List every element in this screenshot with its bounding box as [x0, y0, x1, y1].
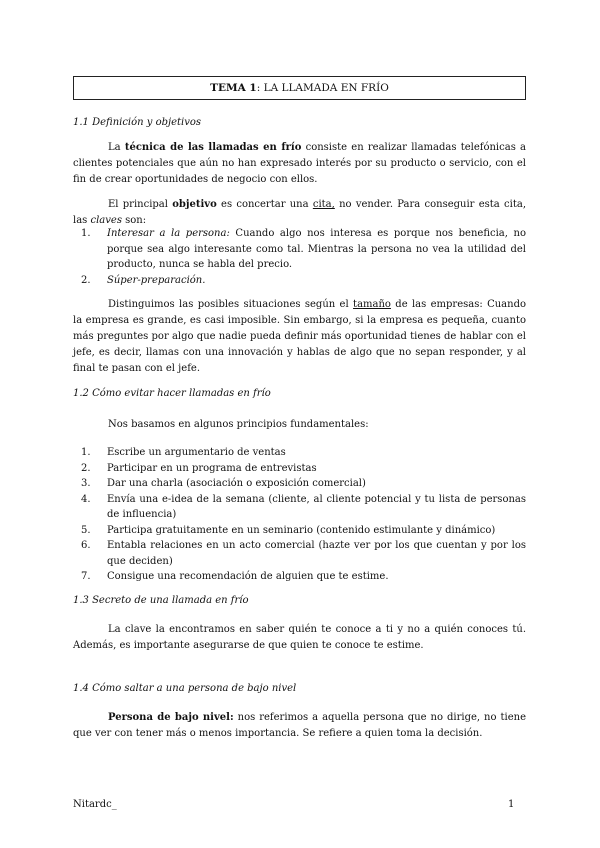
- list-number: 3.: [81, 478, 91, 489]
- text-span: es concertar una: [216, 199, 313, 210]
- list-item-text: Consigue una recomendación de alguien que te estime.: [107, 571, 389, 582]
- keys-list: [73, 226, 526, 288]
- list-item: [73, 523, 526, 539]
- text-span: de las empresas: Cuando la empresa es grande, es casi imposible. Sin embargo, si la empresa es pequeña, cuanto más preguntes por algo que nadie pueda definir más oportunidad tienes de hablar con el jefe, es decir, llamas con una innovación y hablas de algo que no sepan responder, y al final te pasan con el jefe.: [73, 299, 526, 374]
- paragraph-low-level: [73, 710, 526, 742]
- text-span: El principal: [108, 199, 173, 210]
- text-span: son:: [121, 215, 147, 226]
- list-item-text: Participa gratuitamente en un seminario (contenido estimulante y dinámico): [107, 524, 496, 536]
- list-item: [73, 445, 526, 461]
- bold-term: Persona de bajo nivel:: [108, 712, 234, 723]
- list-number: 1.: [81, 447, 91, 458]
- text-span: La: [108, 142, 125, 153]
- list-item: [73, 569, 526, 585]
- page-number: 1: [508, 799, 515, 810]
- list-number: 2.: [81, 274, 91, 286]
- bold-term: técnica de las llamadas en frío: [124, 142, 302, 153]
- underlined-term: cita,: [312, 199, 335, 210]
- principles-list: [73, 445, 526, 585]
- list-number: 2.: [81, 462, 91, 474]
- paragraph-definition: [73, 140, 526, 188]
- bold-term: objetivo: [172, 199, 217, 210]
- list-number: 4.: [81, 493, 91, 505]
- list-item: [73, 492, 526, 523]
- list-number: 1.: [81, 228, 91, 239]
- list-number: 6.: [81, 540, 91, 551]
- section-heading-1-3: 1.3 Secreto de una llamada en frío: [73, 595, 249, 606]
- paragraph-secret: La clave la encontramos en saber quién te conoce a ti y no a quién conoces tú. Además, es importante asegurarse de que quien te conoce te estime.: [73, 624, 526, 651]
- underlined-term: tamaño: [353, 299, 391, 310]
- footer-author: Nitardc_: [73, 799, 117, 810]
- italic-term: claves: [90, 215, 122, 226]
- paragraph-size: [73, 297, 526, 377]
- section-heading-1-1: 1.1 Definición y objetivos: [73, 117, 202, 128]
- paragraph-principles-intro: Nos basamos en algunos principios fundamentales:: [108, 419, 369, 430]
- title-box: [73, 76, 526, 100]
- paragraph-objective: [73, 197, 526, 229]
- list-item: [73, 273, 526, 289]
- text-span: nos referimos a aquella persona que no dirige, no tiene que ver con tener más o menos importancia. Se refiere a quien toma la decisión.: [73, 712, 526, 739]
- text-span: no vender. Para conseguir esta cita, las: [73, 199, 526, 226]
- list-item-text: Envía una e-idea de la semana (cliente, al cliente potencial y tu lista de personas de influencia): [107, 493, 526, 520]
- text-span: Distinguimos las posibles situaciones según el: [108, 299, 354, 310]
- list-item-label: Interesar a la persona:: [107, 228, 230, 239]
- list-number: 7.: [81, 571, 91, 582]
- list-item-text: Participar en un programa de entrevistas: [107, 462, 317, 474]
- text-span: consiste en realizar llamadas telefónicas a clientes potenciales que aún no han expresado interés por su producto o servicio, con el fin de crear oportunidades de negocio con ellos.: [73, 142, 527, 185]
- list-item: [73, 461, 526, 477]
- list-item-text: Escribe un argumentario de ventas: [107, 447, 286, 458]
- section-heading-1-4: 1.4 Cómo saltar a una persona de bajo nivel: [73, 683, 297, 694]
- section-heading-1-2: 1.2 Cómo evitar hacer llamadas en frío: [73, 388, 271, 399]
- list-item: [73, 476, 526, 492]
- list-item-label: Súper-preparación.: [107, 274, 206, 286]
- title-bold: TEMA 1: [210, 82, 257, 94]
- list-item-text: Entabla relaciones en un acto comercial (hazte ver por los que cuentan y por los que deciden): [107, 540, 526, 567]
- list-item-text: Dar una charla (asociación o exposición comercial): [107, 478, 366, 489]
- title-rest: : LA LLAMADA EN FRÍO: [256, 82, 389, 94]
- list-number: 5.: [81, 524, 91, 536]
- list-item: [73, 226, 526, 273]
- list-item-text: Cuando algo nos interesa es porque nos beneficia, no porque sea algo interesante como tal. Mientras la persona no vea la utilidad del producto, nunca se habla del precio.: [107, 228, 526, 270]
- list-item: [73, 538, 526, 569]
